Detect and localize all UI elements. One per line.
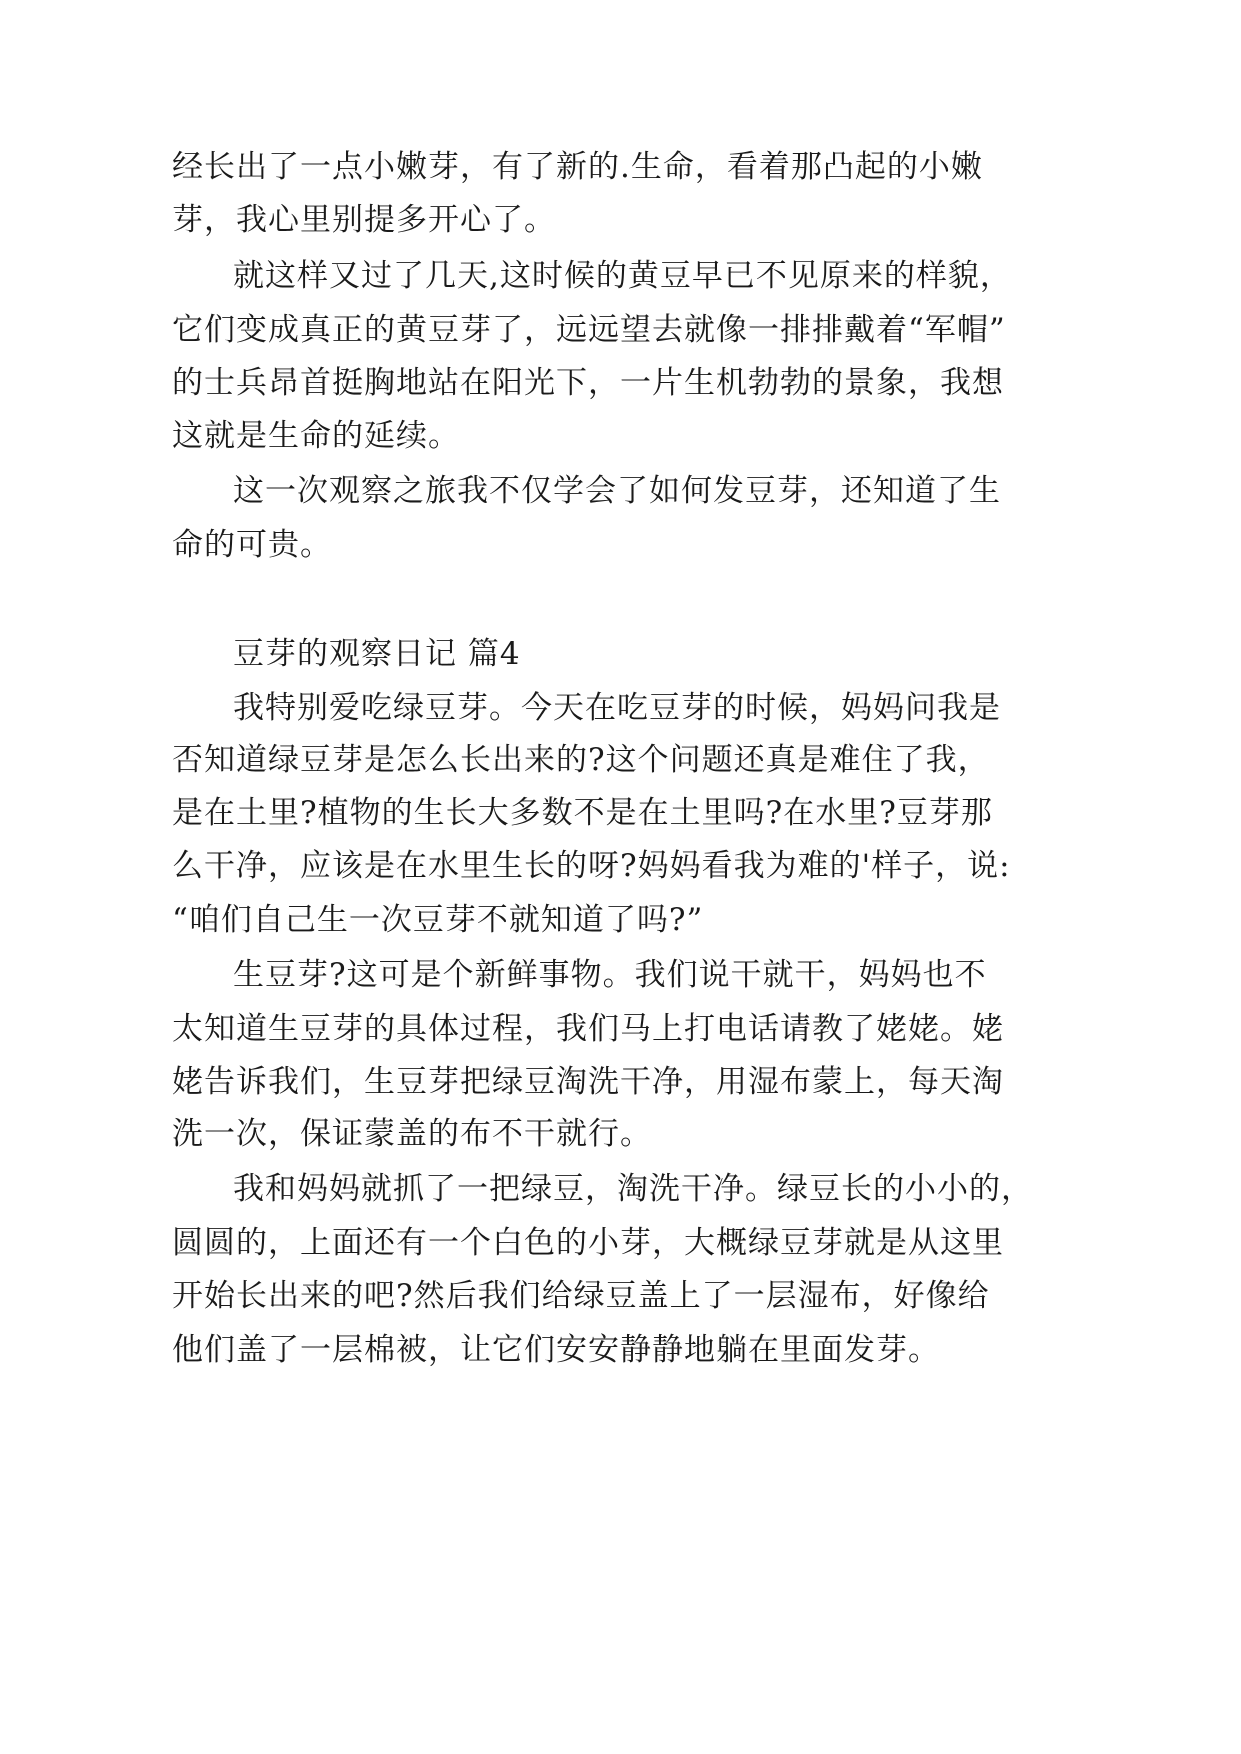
- paragraph-first-line: 我特别爱吃绿豆芽。今天在吃豆芽的时候，妈妈问我是: [233, 690, 1001, 726]
- text-line: 是在土里?植物的生长大多数不是在土里吗?在水里?豆芽那: [172, 795, 993, 831]
- text-line: 否知道绿豆芽是怎么长出来的?这个问题还真是难住了我，: [172, 742, 990, 778]
- text-line: 太知道生豆芽的具体过程，我们马上打电话请教了姥姥。姥: [172, 1011, 1004, 1047]
- text-line: 它们变成真正的黄豆芽了，远远望去就像一排排戴着“军帽”: [172, 312, 1006, 348]
- text-line: 姥告诉我们，生豆芽把绿豆淘洗干净，用湿布蒙上，每天淘: [172, 1064, 1004, 1100]
- text-line: 经长出了一点小嫩芽，有了新的.生命，看着那凸起的小嫩: [172, 149, 983, 185]
- paragraph-first-line: 这一次观察之旅我不仅学会了如何发豆芽，还知道了生: [233, 473, 1001, 509]
- text-line: 的士兵昂首挺胸地站在阳光下，一片生机勃勃的景象，我想: [172, 365, 1004, 401]
- text-line: 芽，我心里别提多开心了。: [172, 202, 556, 238]
- text-line: 洗一次，保证蒙盖的布不干就行。: [172, 1116, 652, 1152]
- paragraph-first-line: 生豆芽?这可是个新鲜事物。我们说干就干，妈妈也不: [233, 957, 987, 993]
- text-line: 圆圆的，上面还有一个白色的小芽，大概绿豆芽就是从这里: [172, 1225, 1004, 1261]
- section-heading: 豆芽的观察日记 篇4: [233, 636, 521, 672]
- text-line: 开始长出来的吧?然后我们给绿豆盖上了一层湿布，好像给: [172, 1278, 990, 1314]
- paragraph-first-line: 就这样又过了几天,这时候的黄豆早已不见原来的样貌，: [233, 258, 1012, 294]
- text-line: “咱们自己生一次豆芽不就知道了吗?”: [172, 902, 704, 938]
- text-line: 他们盖了一层棉被，让它们安安静静地躺在里面发芽。: [172, 1332, 940, 1368]
- text-line: 么干净，应该是在水里生长的呀?妈妈看我为难的'样子，说:: [172, 848, 1011, 884]
- paragraph-first-line: 我和妈妈就抓了一把绿豆，淘洗干净。绿豆长的小小的，: [233, 1171, 1033, 1207]
- text-line: 命的可贵。: [172, 527, 332, 563]
- text-line: 这就是生命的延续。: [172, 418, 460, 454]
